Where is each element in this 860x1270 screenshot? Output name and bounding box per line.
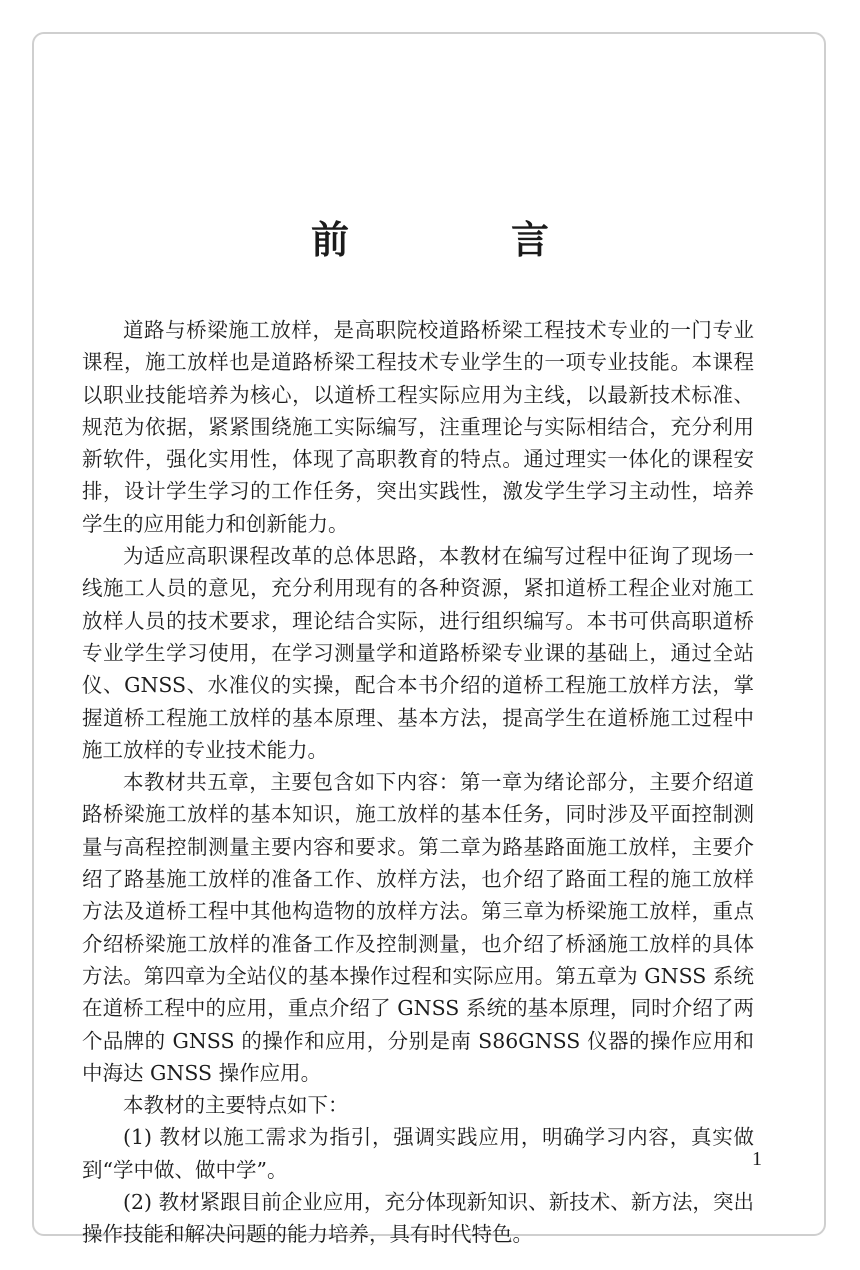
paragraph-feature-1: (1) 教材以施工需求为指引，强调实践应用，明确学习内容，真实做到“学中做、做中学”。 (82, 1125, 754, 1182)
body-text (82, 314, 754, 1251)
paragraph-feature-2: (2) 教材紧跟目前企业应用，充分体现新知识、新技术、新方法，突出操作技能和解决问题的能力培养，具有时代特色。 (82, 1190, 754, 1247)
paragraph-features-heading: 本教材的主要特点如下： (123, 1093, 349, 1118)
paragraph-chapters: 本教材共五章，主要包含如下内容：第一章为绪论部分，主要介绍道路桥梁施工放样的基本知识，施工放样的基本任务，同时涉及平面控制测量与高程控制测量主要内容和要求。第二章为路基路面施工放样，主要介绍了路基施工放样的准备工作、放样方法，也介绍了路面工程的施工放样方法及道桥工程中其他构造物的放样方法。第三章为桥梁施工放样，重点介绍桥梁施工放样的准备工作及控制测量，也介绍了桥涵施工放样的具体方法。第四章为全站仪的基本操作过程和实际应用。第五章为 GNSS 系统在道桥工程中的应用，重点介绍了 GNSS 系统的基本原理，同时介绍了两个品牌的 GNSS 的操作和应用，分别是南 S86GNSS 仪器的操作应用和中海达 GNSS 操作应用。 (82, 770, 754, 1085)
page-number: 1 (752, 1148, 762, 1170)
paragraph-approach: 为适应高职课程改革的总体思路，本教材在编写过程中征询了现场一线施工人员的意见，充分利用现有的各种资源，紧扣道桥工程企业对施工放样人员的技术要求，理论结合实际，进行组织编写。本书可供高职道桥专业学生学习使用，在学习测量学和道路桥梁专业课的基础上，通过全站仪、GNSS、水准仪的实操，配合本书介绍的道桥工程施工放样方法，掌握道桥工程施工放样的基本原理、基本方法，提高学生在道桥施工过程中施工放样的专业技术能力。 (82, 544, 754, 762)
paragraph-intro: 道路与桥梁施工放样，是高职院校道路桥梁工程技术专业的一门专业课程，施工放样也是道路桥梁工程技术专业学生的一项专业技能。本课程以职业技能培养为核心，以道桥工程实际应用为主线，以最新技术标准、规范为依据，紧紧围绕施工实际编写，注重理论与实际相结合，充分利用新软件，强化实用性，体现了高职教育的特点。通过理实一体化的课程安排，设计学生学习的工作任务，突出实践性，激发学生学习主动性，培养学生的应用能力和创新能力。 (82, 318, 754, 536)
page-title: 前 言 (310, 217, 611, 262)
